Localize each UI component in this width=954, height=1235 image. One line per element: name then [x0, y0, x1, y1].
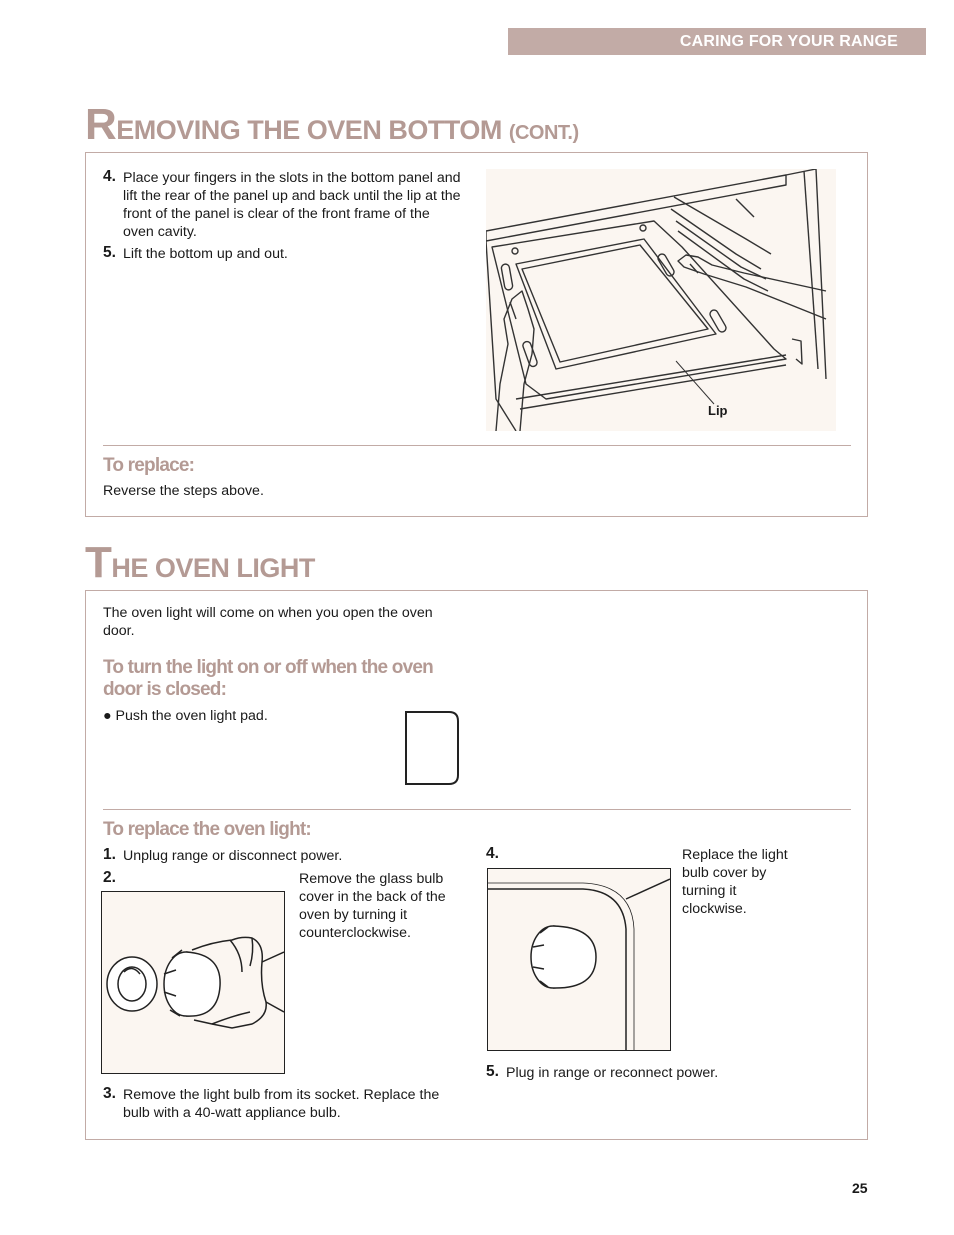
replace-light-heading: To replace the oven light:: [103, 819, 311, 840]
toggle-light-bullet: ● Push the oven light pad.: [103, 708, 268, 724]
page-number: 25: [852, 1180, 868, 1196]
divider-replace: [103, 445, 851, 446]
to-replace-text: Reverse the steps above.: [103, 483, 264, 499]
hand-turning-cover-drawing: [102, 892, 284, 1073]
lip-callout-label: Lip: [708, 403, 728, 418]
oven-cavity-drawing: [486, 169, 836, 431]
step-5-plug-in: 5. Plug in range or reconnect power.: [486, 1063, 719, 1081]
oven-bottom-illustration: [486, 169, 836, 431]
section-header-bar: [508, 28, 926, 55]
oven-light-intro: The oven light will come on when you open the oven door.: [103, 605, 433, 639]
step-4-remove-bottom: 4. Place your fingers in the slots in the bottom panel and lift the rear of the panel up and back until the lip at the front of the panel is clear of the front frame of the oven cavity.: [103, 168, 461, 240]
step-2-remove-cover: 2. Remove the glass bulb cover in the back of the oven by turning it counterclockwise.: [103, 869, 446, 941]
step-3-replace-bulb: 3. Remove the light bulb from its socket. Replace the bulb with a 40-watt appliance bulb.: [103, 1085, 440, 1121]
oven-light-pad[interactable]: [405, 711, 459, 785]
toggle-light-heading: To turn the light on or off when the oven door is closed:: [103, 657, 433, 700]
step-4-replace-cover: 4. Replace the light bulb cover by turning it clockwise.: [486, 845, 788, 917]
light-pad-icon: [405, 711, 459, 785]
bulb-cover-removal-illustration: [101, 891, 285, 1074]
section-header-label: CARING FOR YOUR RANGE: [679, 32, 898, 50]
section-title-oven-light: THE OVEN LIGHT: [85, 538, 315, 587]
bulb-cover-install-illustration: [487, 868, 671, 1051]
step-5-remove-bottom: 5. Lift the bottom up and out.: [103, 244, 288, 262]
section-title-removing-oven-bottom: REMOVING THE OVEN BOTTOM (CONT.): [85, 100, 579, 149]
cover-in-oven-drawing: [488, 869, 670, 1050]
to-replace-heading: To replace:: [103, 455, 195, 476]
bullet-icon: ●: [103, 708, 112, 724]
divider-replace-light: [103, 809, 851, 810]
step-1-unplug: 1. Unplug range or disconnect power.: [103, 846, 343, 864]
